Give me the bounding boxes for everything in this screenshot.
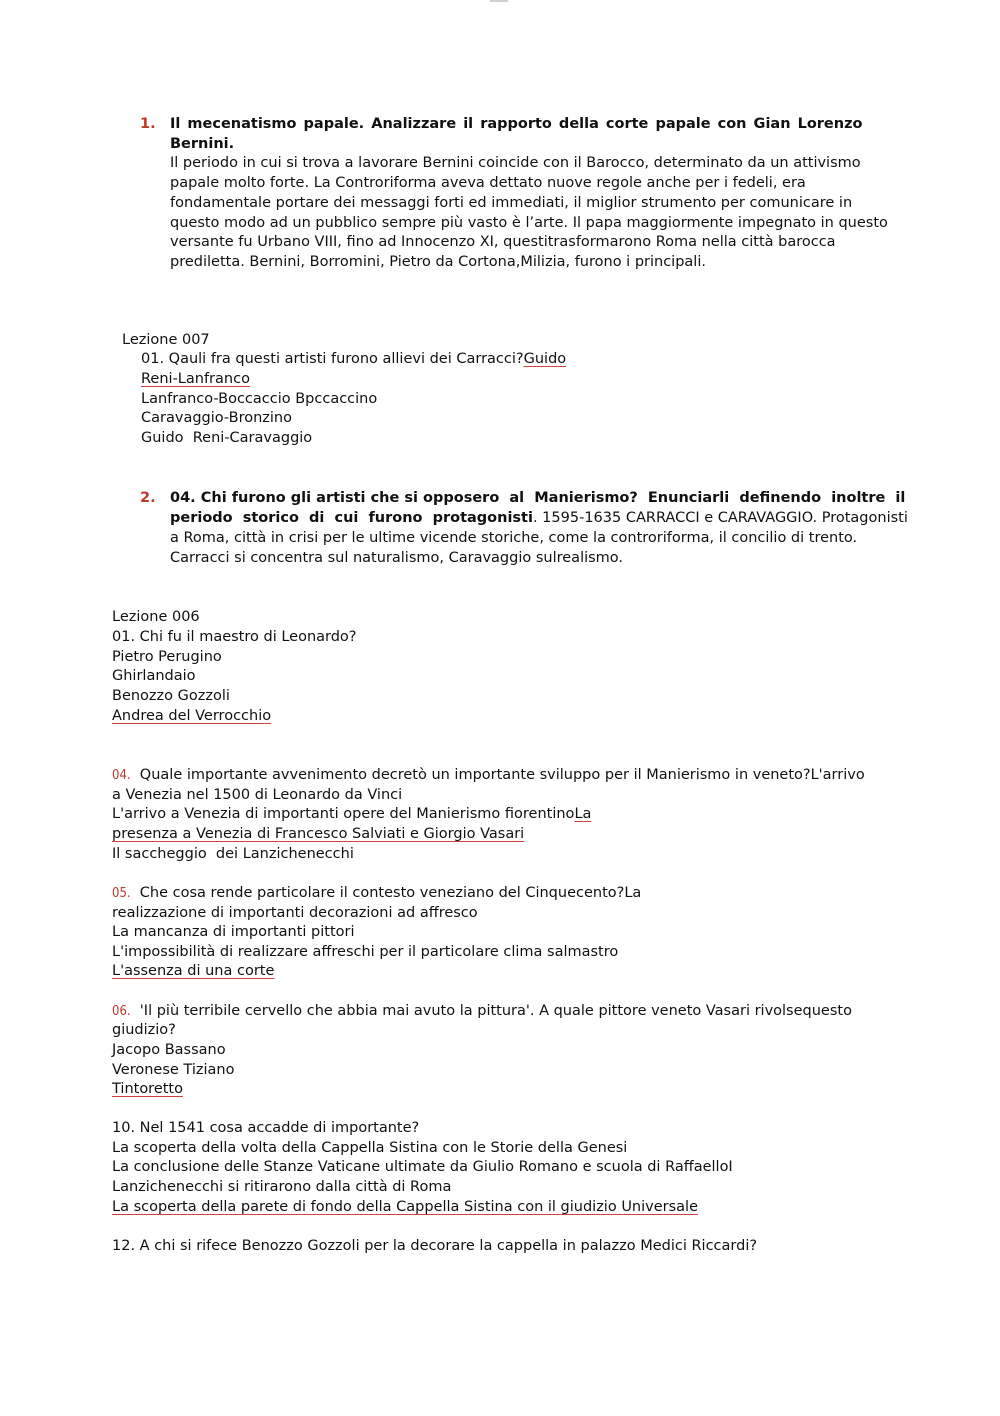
correct-answer: Guido [523, 351, 567, 367]
question-text: Quale importante avvenimento decretò un importante sviluppo per il Manierismo in veneto?L'arrivo [130, 767, 865, 783]
correct-answer: La [574, 806, 592, 822]
paragraph-line: a Roma, città in crisi per le ultime vicende storiche, come la controriforma, il concilio di trento. [170, 530, 858, 546]
question-line: 12. A chi si rifece Benozzo Gozzoli per la decorare la cappella in palazzo Medici Riccardi? [112, 1238, 758, 1254]
list-number: 2. [140, 490, 156, 506]
correct-answer: La scoperta della parete di fondo della Cappella Sistina con il giudizio Universale [112, 1199, 698, 1215]
answer-option: La conclusione delle Stanze Vaticane ultimate da Giulio Romano e scuola di RaffaelloI [112, 1159, 733, 1175]
paragraph-line: Carracci si concentra sul naturalismo, Caravaggio sulrealismo. [170, 550, 624, 566]
correct-answer: Tintoretto [112, 1081, 183, 1097]
paragraph-line: fondamentale portare dei messaggi forti ed immediati, il miglior strumento per comunicare in [170, 195, 853, 211]
question-title: periodo storico di cui furono protagonisti [170, 510, 533, 526]
question-text: Che cosa rende particolare il contesto veneziano del Cinquecento?La [130, 885, 642, 901]
correct-answer: L'assenza di una corte [112, 963, 275, 979]
answer-option: Ghirlandaio [112, 668, 196, 684]
question-line [141, 349, 566, 369]
question-title: Il mecenatismo papale. Analizzare il rapporto della corte papale con Gian Lorenzo [170, 116, 863, 132]
answer-option: Benozzo Gozzoli [112, 688, 230, 704]
question-text: 01. Qauli fra questi artisti furono allievi dei Carracci? [141, 351, 524, 367]
paragraph-line: questo modo ad un pubblico sempre più vasto è l’arte. Il papa maggiormente impegnato in questo [170, 215, 888, 231]
answer-option: Il saccheggio dei Lanzichenecchi [112, 846, 354, 862]
lesson-heading: Lezione 006 [112, 609, 200, 625]
correct-answer: presenza a Venezia di Francesco Salviati e Giorgio Vasari [112, 826, 525, 842]
answer-option: Lanzichenecchi si ritirarono dalla città di Roma [112, 1179, 452, 1195]
question-number: 05. [112, 886, 131, 901]
answer-text: L'arrivo a Venezia di importanti opere del Manierismo fiorentino [112, 806, 575, 822]
correct-answer: Andrea del Verrocchio [112, 708, 272, 724]
header-mark [490, 0, 508, 2]
correct-answer: Reni-Lanfranco [141, 371, 250, 387]
question-line: giudizio? [112, 1022, 176, 1038]
question-line [112, 765, 865, 786]
paragraph-line: Il periodo in cui si trova a lavorare Bernini coincide con il Barocco, determinato da un attivismo [170, 155, 861, 171]
paragraph-line: prediletta. Bernini, Borromini, Pietro da Cortona,Milizia, furono i principali. [170, 254, 706, 270]
answer-option: La mancanza di importanti pittori [112, 924, 355, 940]
answer-option [112, 804, 591, 824]
question-line [112, 883, 641, 904]
question-text: 'Il più terribile cervello che abbia mai avuto la pittura'. A quale pittore veneto Vasari rivolsequesto [130, 1003, 852, 1019]
answer-option: La scoperta della volta della Cappella Sistina con le Storie della Genesi [112, 1140, 628, 1156]
question-line: 10. Nel 1541 cosa accadde di importante? [112, 1120, 420, 1136]
answer-option: L'impossibilità di realizzare affreschi per il particolare clima salmastro [112, 944, 619, 960]
paragraph-line [170, 508, 908, 528]
answer-option: Lanfranco-Boccaccio Bpccaccino [141, 391, 378, 407]
answer-option: a Venezia nel 1500 di Leonardo da Vinci [112, 787, 403, 803]
paragraph-text: . 1595-1635 CARRACCI e CARAVAGGIO. Protagonisti [532, 510, 908, 526]
question-line: 01. Chi fu il maestro di Leonardo? [112, 629, 357, 645]
question-title: 04. Chi furono gli artisti che si opposero al Manierismo? Enunciarli definendo inoltre il [170, 490, 906, 506]
paragraph-line: versante fu Urbano VIII, fino ad Innocenzo XI, questitrasformarono Roma nella città barocca [170, 234, 836, 250]
answer-option: Pietro Perugino [112, 649, 222, 665]
answer-option: Caravaggio-Bronzino [141, 410, 292, 426]
answer-option: realizzazione di importanti decorazioni ad affresco [112, 905, 478, 921]
answer-option: Jacopo Bassano [112, 1042, 226, 1058]
lesson-heading: Lezione 007 [122, 332, 210, 348]
answer-option: Veronese Tiziano [112, 1062, 235, 1078]
question-title: Bernini. [170, 136, 235, 152]
paragraph-line: papale molto forte. La Controriforma aveva dettato nuove regole anche per i fedeli, era [170, 175, 806, 191]
question-number: 04. [112, 768, 131, 783]
answer-option: Guido Reni-Caravaggio [141, 430, 313, 446]
question-number: 06. [112, 1004, 131, 1019]
question-line [112, 1001, 852, 1022]
list-number: 1. [140, 116, 156, 132]
